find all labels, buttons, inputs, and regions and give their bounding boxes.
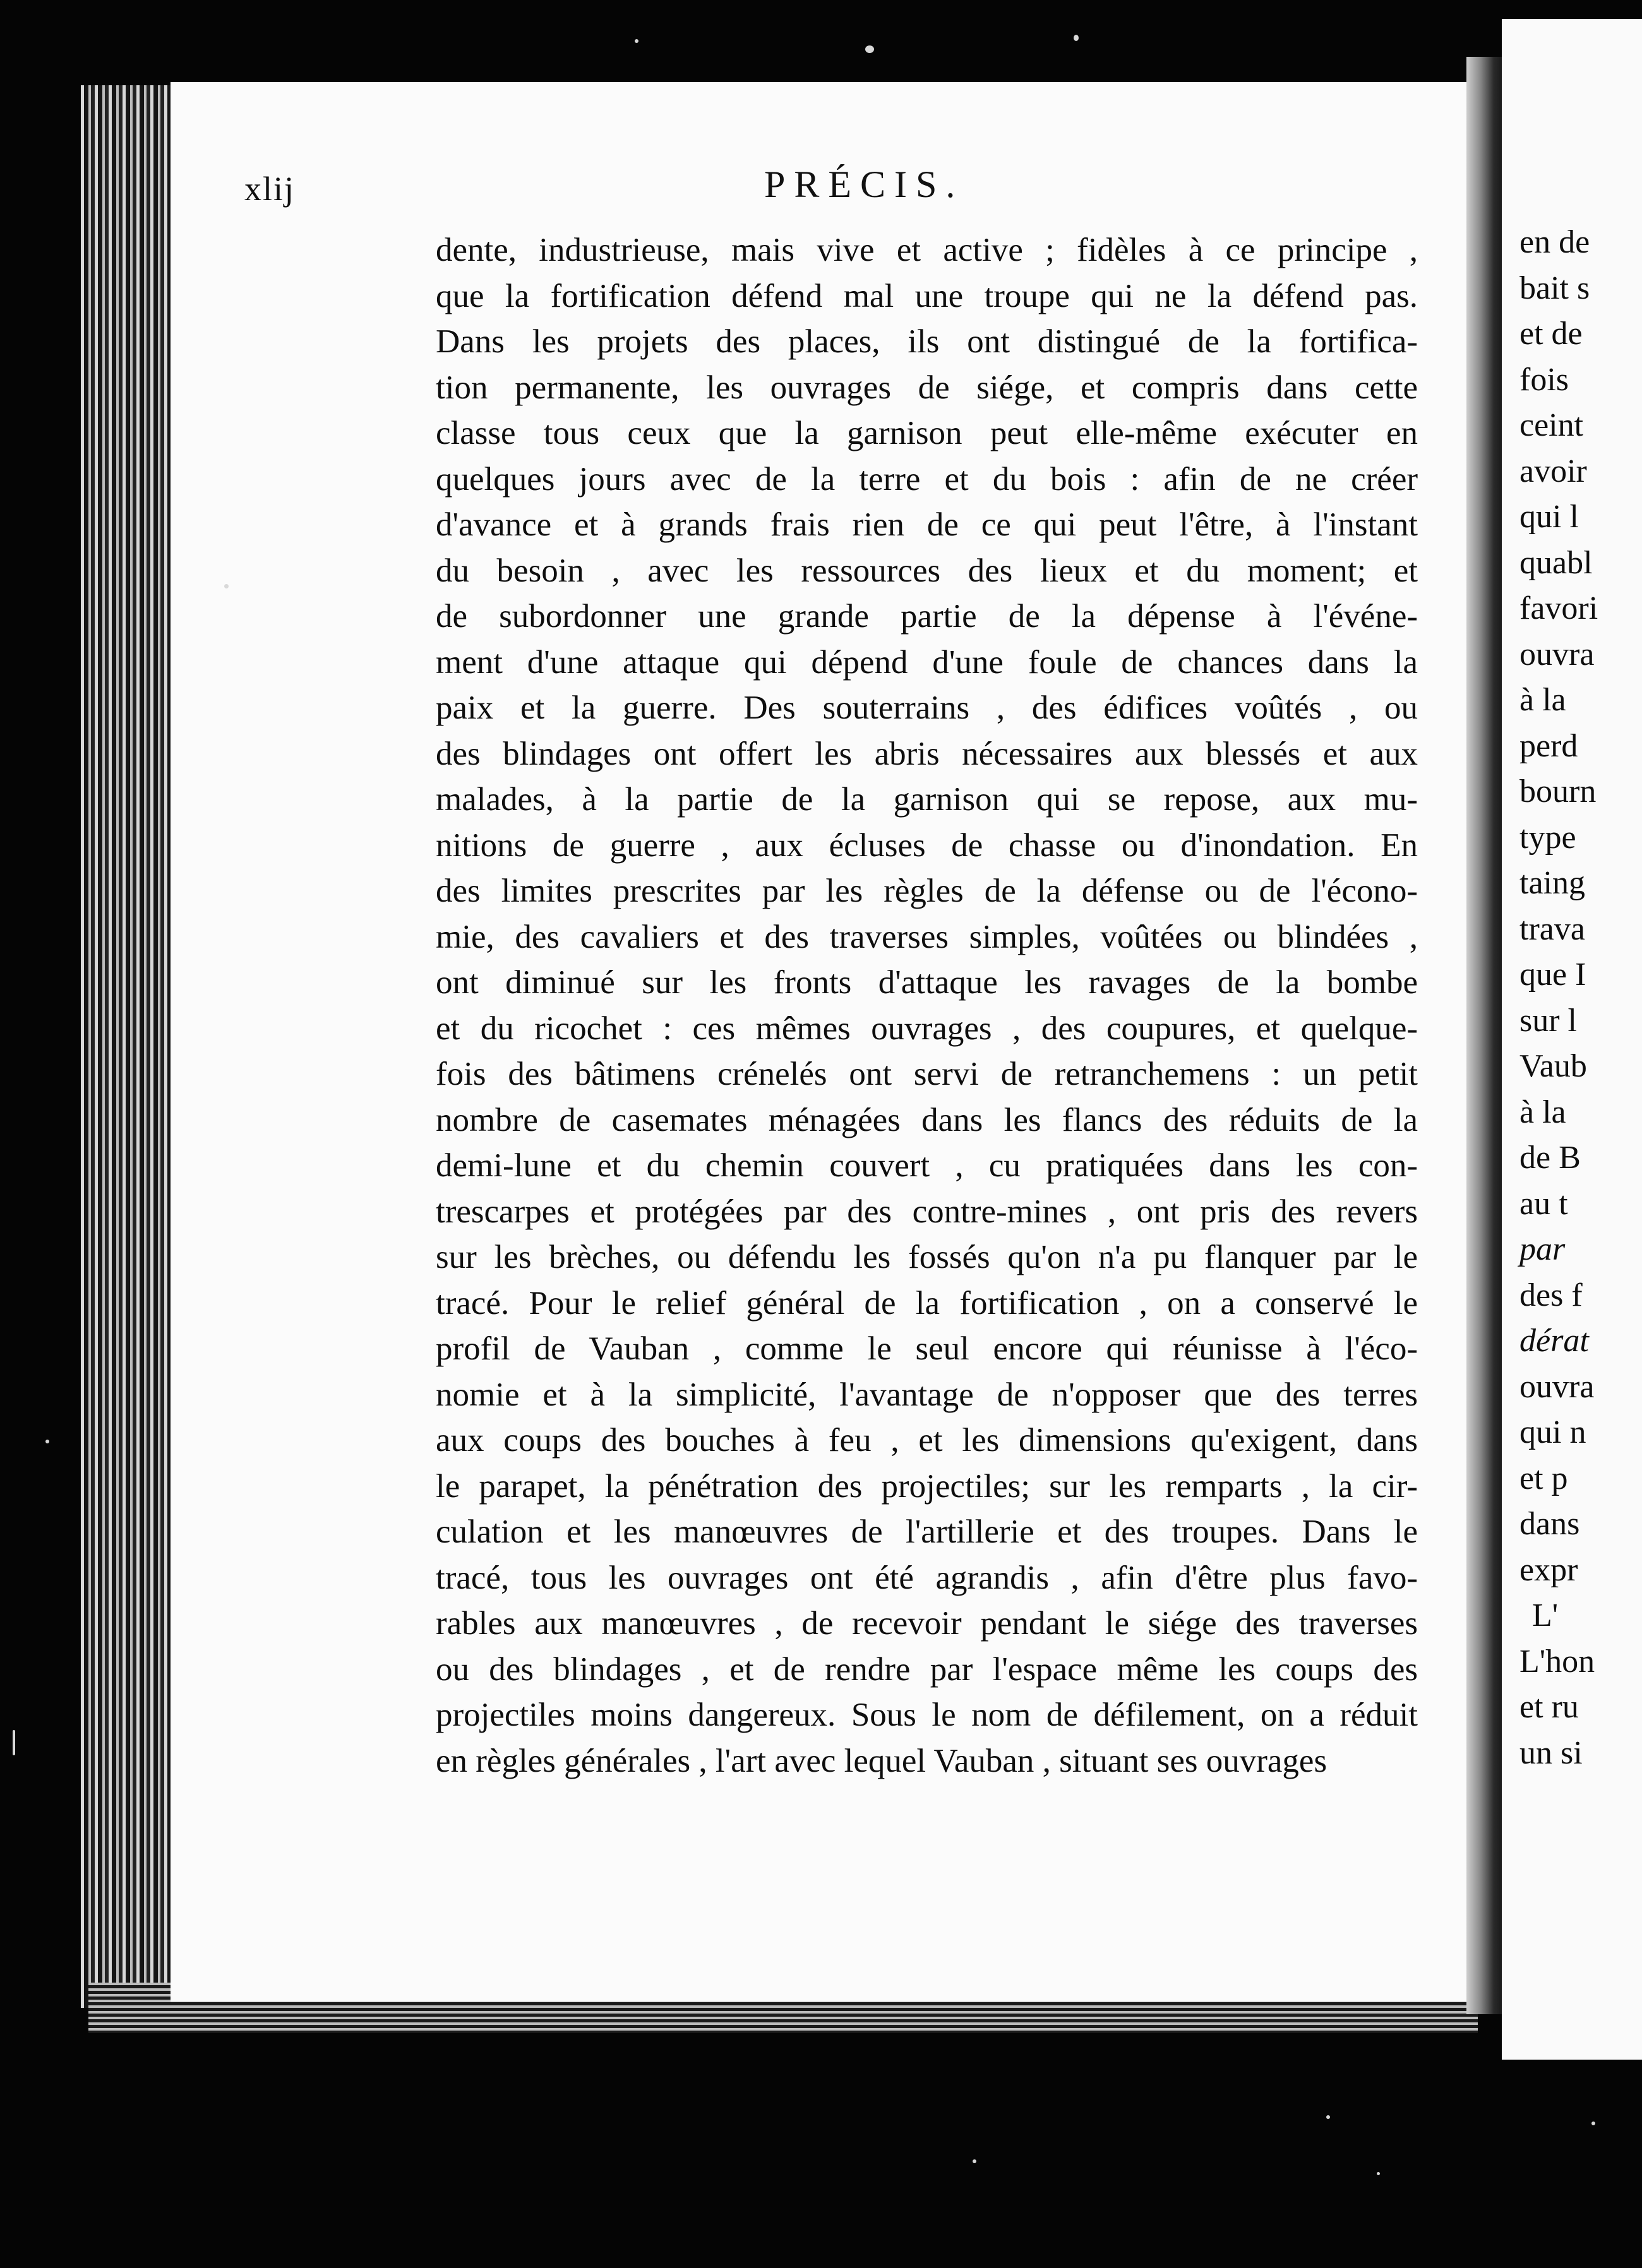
facing-text-line: et ru xyxy=(1519,1689,1579,1725)
text-line: classe tous ceux que la garnison peut elle-même exécuter en xyxy=(436,415,1418,451)
text-line: culation et les manœuvres de l'artillerie et des troupes. Dans le xyxy=(436,1513,1418,1550)
facing-text-line: ouvra xyxy=(1519,1368,1595,1405)
text-line: nitions de guerre , aux écluses de chasse ou d'inondation. En xyxy=(436,827,1418,864)
text-line: tion permanente, les ouvrages de siége, et compris dans cette xyxy=(436,369,1418,406)
facing-text-line: sur l xyxy=(1519,1002,1577,1039)
dust-speck xyxy=(865,45,874,53)
text-line: de subordonner une grande partie de la dépense à l'événe- xyxy=(436,598,1418,635)
facing-text-line: favori xyxy=(1519,590,1598,626)
facing-text-line: trava xyxy=(1519,910,1585,947)
facing-text-line: ouvra xyxy=(1519,636,1595,672)
text-line: ment d'une attaque qui dépend d'une foule de chances dans la xyxy=(436,643,1418,681)
text-line: que la fortification défend mal une troupe qui ne la défend pas. xyxy=(436,277,1418,314)
dust-speck xyxy=(1591,2122,1595,2125)
body-text xyxy=(436,227,1418,1784)
facing-text-line: bait s xyxy=(1519,270,1590,306)
text-line: tracé. Pour le relief général de la fortification , on a conservé le xyxy=(436,1284,1418,1322)
text-line: Dans les projets des places, ils ont distingué de la fortifica- xyxy=(436,323,1418,360)
facing-text-line: L' xyxy=(1532,1597,1559,1633)
facing-text-line: dans xyxy=(1519,1506,1580,1542)
facing-text-line: avoir xyxy=(1519,453,1587,489)
facing-text-line: de B xyxy=(1519,1140,1581,1176)
facing-text-line: ceint xyxy=(1519,407,1584,443)
text-line: des blindages ont offert les abris nécessaires aux blessés et aux xyxy=(436,735,1418,772)
text-line: demi-lune et du chemin couvert , cu pratiquées dans les con- xyxy=(436,1147,1418,1184)
dust-speck xyxy=(1377,2172,1380,2175)
dust-speck xyxy=(1074,35,1079,41)
facing-text-line: des f xyxy=(1519,1277,1583,1313)
facing-text-line: dérat xyxy=(1519,1323,1589,1359)
text-line: malades, à la partie de la garnison qui se repose, aux mu- xyxy=(436,781,1418,818)
text-line: nombre de casemates ménagées dans les flancs des réduits de la xyxy=(436,1101,1418,1138)
text-line: trescarpes et protégées par des contre-mines , ont pris des revers xyxy=(436,1193,1418,1230)
facing-text-line: en de xyxy=(1519,224,1590,260)
facing-text-line: fois xyxy=(1519,361,1569,398)
page-number: xlij xyxy=(244,170,296,208)
text-line: ont diminué sur les fronts d'attaque les ravages de la bombe xyxy=(436,964,1418,1001)
facing-text-line: qui n xyxy=(1519,1414,1586,1450)
dust-speck xyxy=(973,2159,976,2163)
facing-page-text xyxy=(1502,220,1642,1776)
text-line: ou des blindages , et de rendre par l'espace même les coups des xyxy=(436,1650,1418,1688)
dust-speck xyxy=(224,584,229,588)
facing-text-line: un si xyxy=(1519,1734,1583,1771)
facing-text-line: L'hon xyxy=(1519,1643,1595,1680)
facing-text-line: et p xyxy=(1519,1460,1568,1496)
text-line: du besoin , avec les ressources des lieux et du moment; et xyxy=(436,552,1418,589)
facing-text-line: à la xyxy=(1519,1094,1566,1130)
dust-speck xyxy=(13,1730,15,1755)
text-line: profil de Vauban , comme le seul encore qui réunisse à l'éco- xyxy=(436,1330,1418,1367)
facing-text-line: taing xyxy=(1519,865,1585,901)
text-line: rables aux manœuvres , de recevoir pendant le siége des traverses xyxy=(436,1605,1418,1642)
text-line: fois des bâtimens crénelés ont servi de retranchemens : un petit xyxy=(436,1056,1418,1092)
text-line: et du ricochet : ces mêmes ouvrages , des coupures, et quelque- xyxy=(436,1010,1418,1047)
text-line: le parapet, la pénétration des projectiles; sur les remparts , la cir- xyxy=(436,1467,1418,1505)
text-line: des limites prescrites par les règles de la défense ou de l'écono- xyxy=(436,873,1418,909)
facing-text-line: Vaub xyxy=(1519,1048,1587,1084)
text-line: d'avance et à grands frais rien de ce qui peut l'être, à l'instant xyxy=(436,506,1418,543)
facing-text-line: qui l xyxy=(1519,499,1579,535)
facing-text-line: et de xyxy=(1519,316,1583,352)
book-gutter xyxy=(1466,57,1506,2014)
facing-text-line: expr xyxy=(1519,1551,1578,1588)
text-line: projectiles moins dangereux. Sous le nom de défilement, on a réduit xyxy=(436,1697,1418,1733)
text-line: aux coups des bouches à feu , et les dimensions qu'exigent, dans xyxy=(436,1422,1418,1459)
dust-speck xyxy=(1326,2115,1330,2119)
facing-text-line: au t xyxy=(1519,1185,1568,1222)
facing-text-line: à la xyxy=(1519,682,1566,718)
text-line: sur les brèches, ou défendu les fossés qu'on n'a pu flanquer par le xyxy=(436,1239,1418,1275)
facing-text-line: perd xyxy=(1519,727,1578,764)
right-page xyxy=(1502,19,1642,2060)
text-line: quelques jours avec de la terre et du bois : afin de ne créer xyxy=(436,460,1418,498)
dust-speck xyxy=(45,1440,49,1443)
text-line: dente, industrieuse, mais vive et active ; fidèles à ce principe , xyxy=(436,232,1418,268)
book-page-edges xyxy=(81,85,182,2008)
text-line: nomie et à la simplicité, l'avantage de n'opposer que des terres xyxy=(436,1376,1418,1413)
text-line: paix et la guerre. Des souterrains , des édifices voûtés , ou xyxy=(436,689,1418,726)
facing-text-line: que I xyxy=(1519,957,1586,993)
text-line: tracé, tous les ouvrages ont été agrandis , afin d'être plus favo- xyxy=(436,1559,1418,1596)
facing-text-line: quabl xyxy=(1519,544,1593,581)
facing-text-line: par xyxy=(1519,1231,1566,1267)
facing-text-line: bourn xyxy=(1519,773,1597,809)
running-title: PRÉCIS. xyxy=(764,164,964,205)
dust-speck xyxy=(635,39,638,43)
text-line: en règles générales , l'art avec lequel Vauban , situant ses ouvrages xyxy=(436,1742,1327,1779)
facing-text-line: type xyxy=(1519,819,1576,856)
text-line: mie, des cavaliers et des traverses simples, voûtées ou blindées , xyxy=(436,918,1418,955)
